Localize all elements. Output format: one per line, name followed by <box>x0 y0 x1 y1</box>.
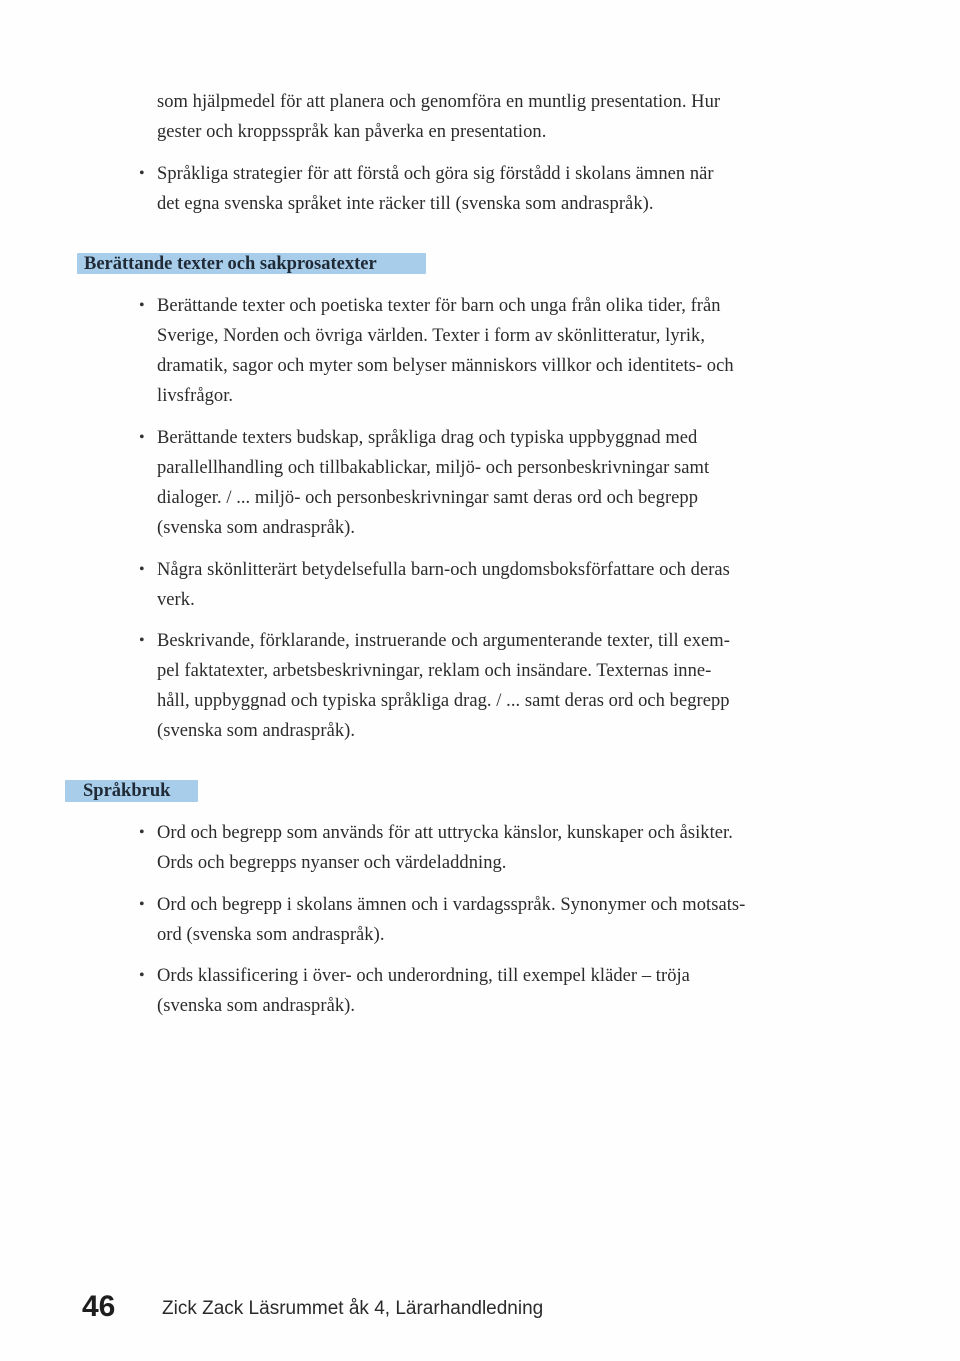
section1-item4-line-3: håll, uppbyggnad och typiska språkliga drag. / ... samt deras ord och begrepp <box>157 691 730 711</box>
section2-heading: Språkbruk <box>83 781 171 801</box>
bullet-icon: • <box>139 896 145 913</box>
page-number: 46 <box>82 1290 116 1323</box>
section2-item2-line-1: Ord och begrepp i skolans ämnen och i vardagsspråk. Synonymer och motsats- <box>157 895 746 915</box>
section2-item3-line-1: Ords klassificering i över- och underordning, till exempel kläder – tröja <box>157 966 690 986</box>
intro-line-1: som hjälpmedel för att planera och genomföra en muntlig presentation. Hur <box>157 92 721 112</box>
intro-bullet-line-1: Språkliga strategier för att förstå och göra sig förstådd i skolans ämnen när <box>157 164 714 184</box>
section1-item4-line-2: pel faktatexter, arbetsbeskrivningar, reklam och insändare. Texternas inne- <box>157 661 712 681</box>
section1-item4-line-1: Beskrivande, förklarande, instruerande och argumenterande texter, till exem- <box>157 631 730 651</box>
footer-book-title: Zick Zack Läsrummet åk 4, Lärarhandledning <box>162 1298 544 1319</box>
section1-item1-line-1: Berättande texter och poetiska texter för barn och unga från olika tider, från <box>157 296 721 316</box>
section2-item3-line-2: (svenska som andraspråk). <box>157 996 356 1016</box>
section1-item4-line-4: (svenska som andraspråk). <box>157 721 356 741</box>
bullet-icon: • <box>139 297 145 314</box>
section2-item1-line-2: Ords och begrepps nyanser och värdeladdning. <box>157 853 507 873</box>
bullet-icon: • <box>139 824 145 841</box>
section1-item2-line-4: (svenska som andraspråk). <box>157 518 356 538</box>
section1-item2-line-3: dialoger. / ... miljö- och personbeskrivningar samt deras ord och begrepp <box>157 488 699 508</box>
section1-heading: Berättande texter och sakprosatexter <box>84 254 377 274</box>
bullet-icon: • <box>139 165 145 182</box>
bullet-icon: • <box>139 967 145 984</box>
section2-item2-line-2: ord (svenska som andraspråk). <box>157 925 385 945</box>
bullet-icon: • <box>139 561 145 578</box>
section1-item3-line-1: Några skönlitterärt betydelsefulla barn-och ungdomsboksförfattare och deras <box>157 560 730 580</box>
section2-item1-line-1: Ord och begrepp som används för att uttrycka känslor, kunskaper och åsikter. <box>157 823 733 843</box>
section1-item1-line-2: Sverige, Norden och övriga världen. Texter i form av skönlitteratur, lyrik, <box>157 326 705 346</box>
section1-item3-line-2: verk. <box>157 590 195 610</box>
intro-bullet-line-2: det egna svenska språket inte räcker till (svenska som andraspråk). <box>157 194 654 214</box>
bullet-icon: • <box>139 429 145 446</box>
section1-item2-line-2: parallellhandling och tillbakablickar, miljö- och personbeskrivningar samt <box>157 458 710 478</box>
bullet-icon: • <box>139 632 145 649</box>
section1-item1-line-4: livsfrågor. <box>157 386 234 406</box>
section1-item1-line-3: dramatik, sagor och myter som belyser människors villkor och identitets- och <box>157 356 734 376</box>
section1-item2-line-1: Berättande texters budskap, språkliga drag och typiska uppbyggnad med <box>157 428 698 448</box>
intro-line-2: gester och kroppsspråk kan påverka en presentation. <box>157 122 547 142</box>
